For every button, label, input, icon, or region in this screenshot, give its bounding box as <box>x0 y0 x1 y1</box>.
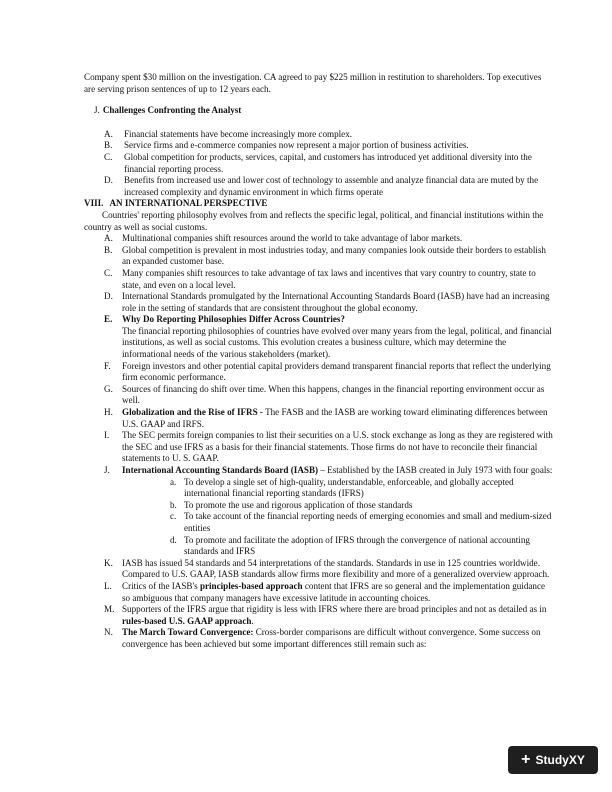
list-item-text: content that IFRS are so general and the implementation guidance so ambiguous that company managers have excessive latitude in accounting choices. <box>122 580 546 603</box>
list-item-label: B. <box>104 244 113 255</box>
goal-item-label: d. <box>170 534 177 545</box>
list-item-text: Cross-border comparisons are difficult without convergence. Some success on convergence has been achieved but some important differences still remain such as: <box>122 627 541 649</box>
list-item-text: Foreign investors and other potential capital providers demand transparent financial reports that reflect the underlying firm economic performance. <box>122 360 551 383</box>
goal-item <box>122 535 554 558</box>
goal-item <box>122 511 554 534</box>
list-item-label: B. <box>104 140 113 151</box>
list-item-text: The SEC permits foreign companies to list their securities on a U.S. stock exchange as long as they are registered with the SEC and use IFRS as a basis for their financial statements. Those firms do not have to reconcile their financial statements to U. S. GAAP. <box>122 430 553 464</box>
goal-item-label: b. <box>170 499 177 510</box>
list-item-text: Service firms and e-commerce companies now represent a major portion of business activities. <box>124 140 469 151</box>
goal-item-label: a. <box>170 476 177 487</box>
list-item-text: The FASB and the IASB are working toward eliminating differences between U.S. GAAP and IRFS. <box>122 407 548 429</box>
list-item-text: Critics of the IASB's <box>122 580 200 591</box>
badge-xy-text: XY <box>568 753 585 767</box>
list-item <box>84 314 554 360</box>
goal-item-label: c. <box>170 511 177 522</box>
list-item-label: J. <box>104 465 110 475</box>
badge-study-text: Study <box>535 753 569 767</box>
list-item-heading: International Accounting Standards Board (IASB) <box>122 465 319 475</box>
list-item-heading: Why Do Reporting Philosophies Differ Across Countries? <box>122 314 345 325</box>
goal-item-text: To promote the use and rigorous application of those standards <box>184 499 413 510</box>
list-item-label: A. <box>104 128 113 139</box>
sub-heading <box>94 105 554 117</box>
list-item <box>84 465 554 558</box>
list-item-label: K. <box>104 557 113 568</box>
list-item-label: C. <box>104 267 113 278</box>
list-item <box>84 558 554 581</box>
list-item <box>84 268 554 291</box>
list-item-label: D. <box>104 291 113 302</box>
list-item-text: International Standards promulgated by the International Accounting Standards Board (IASB) have had an increasing role in the setting of standards that are consistent throughout the global economy. <box>122 291 550 313</box>
list-item-label: E. <box>104 314 113 325</box>
goal-item-text: To promote and facilitate the adoption of IFRS through the convergence of national accounting standards and IFRS <box>184 534 530 557</box>
section-intro: Countries' reporting philosophy evolves from and reflects the specific legal, political, and financial institutions within the country as well as social customs. <box>84 209 544 232</box>
list-item-text: Many companies shift resources to take advantage of tax laws and incentives that vary country to country, state to state, and even on a local level. <box>122 267 536 290</box>
goals-list <box>122 477 554 558</box>
list-item <box>84 407 554 430</box>
list-item <box>84 604 554 627</box>
list-item-label: D. <box>104 175 113 186</box>
list-item-heading: Globalization and the Rise of IFRS - <box>122 407 263 418</box>
goal-item-text: To take account of the financial reporting needs of emerging economies and small and medium-sized entities <box>184 511 552 533</box>
list-item-text: Sources of financing do shift over time. When this happens, changes in the financial reporting environment occur as well. <box>122 383 545 406</box>
list-item <box>84 291 554 314</box>
section-heading <box>84 198 554 210</box>
list-item <box>84 581 554 604</box>
list-item-label: H. <box>104 407 113 418</box>
list-item-label: M. <box>104 604 115 615</box>
list-item-label: A. <box>104 233 113 244</box>
list-item-heading: The March Toward Convergence: <box>122 627 254 638</box>
list-item <box>84 627 554 650</box>
studyxy-logo-button[interactable] <box>508 746 598 774</box>
list-item <box>84 245 554 268</box>
list-item <box>84 129 554 141</box>
list-item-label: C. <box>104 151 113 162</box>
list-item <box>84 152 554 175</box>
list-item <box>84 361 554 384</box>
list-item-text: Multinational companies shift resources around the world to take advantage of labor markets. <box>122 233 463 244</box>
document-page <box>84 72 554 651</box>
section-title: AN INTERNATIONAL PERSPECTIVE <box>109 198 268 209</box>
list-item-text: Global competition is prevalent in most industries today, and many companies look outside their borders to establish an expanded customer base. <box>122 244 546 267</box>
goal-item-text: To develop a single set of high-quality, understandable, enforceable, and globally accepted international financial reporting standards (IFRS) <box>184 476 514 499</box>
list-item-label: L. <box>104 580 112 591</box>
list-item-text: Benefits from increased use and lower cost of technology to assemble and analyze financial data are muted by the increased complexity and dynamic environment in which firms operate <box>124 175 539 197</box>
goal-item <box>122 500 554 512</box>
list-item-text: – Established by the IASB created in July 1973 with four goals: <box>318 465 553 475</box>
list-item-emphasis: principles-based approach <box>199 580 303 591</box>
plus-icon: + <box>521 751 531 768</box>
perspective-list <box>84 233 554 650</box>
list-item-text: . <box>251 615 254 626</box>
challenges-list <box>84 129 554 199</box>
list-item <box>84 384 554 407</box>
section-number: VIII. <box>84 198 104 209</box>
sub-heading-letter: J. <box>94 105 100 116</box>
list-item-text: Supporters of the IFRS argue that rigidity is less with IFRS where there are broad principles and not as detailed as in <box>122 604 547 615</box>
sub-heading-title: Challenges Confronting the Analyst <box>102 105 242 116</box>
list-item-label: N. <box>104 627 113 638</box>
list-item <box>84 233 554 245</box>
intro-paragraph: Company spent $30 million on the investigation. CA agreed to pay $225 million in restitution to shareholders. Top executives are serving prison sentences of up to 12 years each. <box>84 72 542 94</box>
list-item-emphasis: rules-based U.S. GAAP approach <box>122 615 252 626</box>
list-item-text: IASB has issued 54 standards and 54 interpretations of the standards. Standards in use in 125 countries worldwide. Compared to U.S. GAAP, IASB standards allow firms more flexibility and more of a generalized overview approach. <box>122 557 550 580</box>
list-item-text: Global competition for products, services, capital, and customers has introduced yet additional diversity into the financial reporting process. <box>124 151 532 174</box>
list-item <box>84 175 554 198</box>
list-item-text: The financial reporting philosophies of countries have evolved over many years from the legal, political, and financial institutions, as well as social customs. This evolution creates a business culture, which may determine the informational needs of the various stakeholders (market). <box>122 325 552 360</box>
list-item-label: I. <box>104 430 110 441</box>
list-item-label: G. <box>104 383 113 394</box>
list-item-label: F. <box>104 360 111 371</box>
list-item <box>84 430 554 465</box>
goal-item <box>122 477 554 500</box>
list-item-text: Financial statements have become increasingly more complex. <box>124 128 353 139</box>
list-item <box>84 140 554 152</box>
